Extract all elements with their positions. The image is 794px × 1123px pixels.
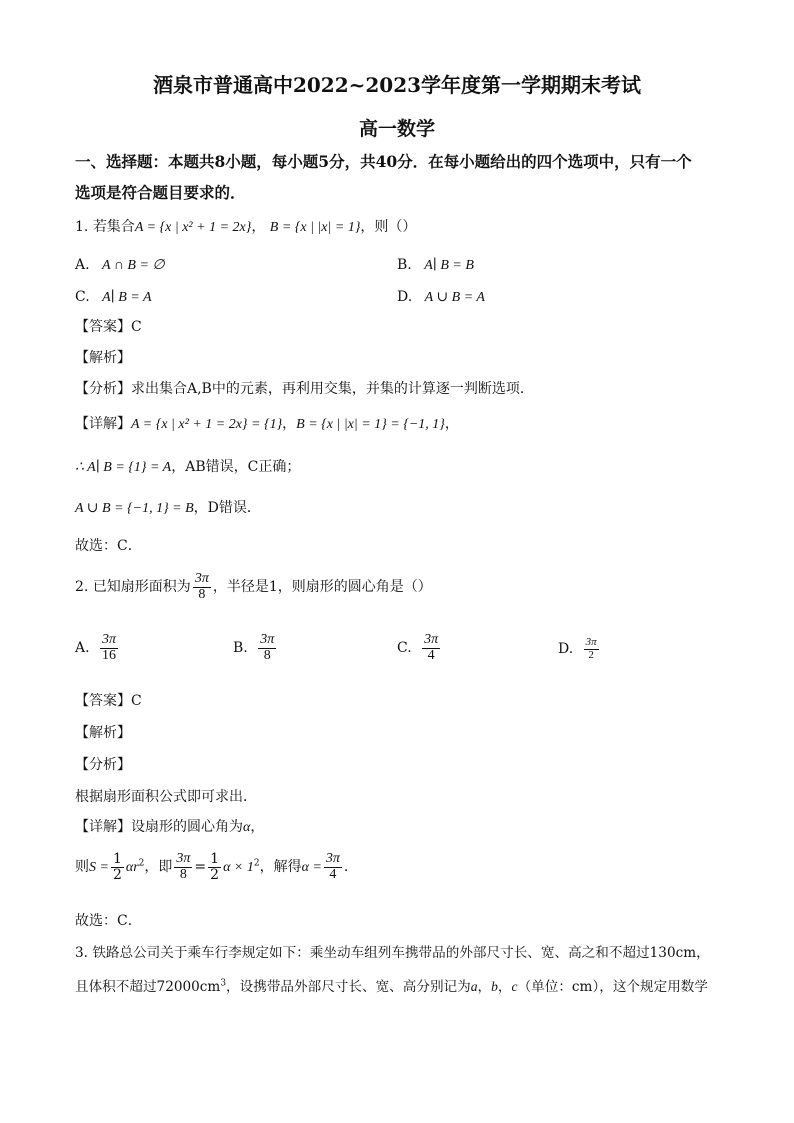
q1-answer-value: C [131, 319, 142, 335]
q2-analysis-tag: 【解析】 [75, 725, 131, 741]
q1-option-a-label: A. [75, 257, 90, 273]
q1-detail-line2 [75, 458, 300, 477]
q2-alpha-eq: α = [301, 860, 322, 876]
q2-equals: = [194, 859, 207, 876]
q1-option-d-label: D. [397, 289, 413, 305]
q2-ie: ，即 [144, 859, 173, 876]
q3-comma2: ， [497, 979, 512, 995]
q3-var-c: c [511, 979, 518, 994]
q2-option-b-den: 8 [263, 647, 271, 663]
q2-answer-value: C [131, 693, 142, 709]
q3-unit-text: （单位：cm），这个规定用数学 [517, 979, 708, 995]
q1-option-a [75, 256, 165, 275]
q2-area-numerator: 3π [194, 571, 209, 586]
q2-option-a-label: A. [75, 640, 90, 657]
q1-detail-set-b: B = {x | |x| = 1} = {−1, 1} [296, 417, 445, 432]
q2-one-exponent: 2 [253, 858, 260, 869]
q2-option-d-num: 3π [585, 636, 597, 648]
q2-eq-den: 8 [179, 866, 187, 882]
q1-detail-line3 [75, 499, 261, 518]
q2-detail-line1 [75, 818, 264, 837]
q2-option-d [558, 637, 601, 661]
section-heading-line1: 一、选择题：本题共8小题，每小题5分，共40分．在每小题给出的四个选项中，只有一个 [75, 152, 692, 171]
q2-option-a [75, 633, 120, 663]
q1-detail-set-a: A = {x | x² + 1 = 2x} = {1} [131, 417, 283, 432]
q1-analysis-tag: 【解析】 [75, 350, 131, 366]
q2-detail-tag: 【详解】 [75, 819, 131, 835]
q1-stem-end: ，则（） [360, 219, 417, 235]
q1-detail-tag: 【详解】 [75, 416, 131, 432]
q1-conclusion: 故选：C． [75, 538, 142, 554]
q2-half-fraction [111, 852, 124, 882]
q2-half-num: 1 [112, 851, 122, 867]
q1-option-c [75, 288, 152, 307]
q1-stem-comma: ， [251, 219, 266, 235]
q2-result-num: 3π [325, 851, 340, 866]
q2-option-b-num: 3π [260, 632, 275, 647]
q2-stem-end: ，半径是1，则扇形的圆心角是（） [212, 579, 432, 596]
q1-detail-union: A ∪ B = {−1, 1} = B [75, 501, 194, 516]
section-heading-line2: 选项是符合题目要求的． [75, 183, 246, 202]
q2-fenxi: 根据扇形面积公式即可求出． [75, 789, 257, 805]
exam-subtitle: 高一数学 [358, 118, 435, 140]
q3-line2 [75, 978, 708, 997]
q1-answer-tag: 【答案】 [75, 319, 131, 335]
q3-volume-exponent: 3 [220, 978, 227, 989]
q2-half2-den: 2 [210, 866, 220, 883]
q1-option-d [397, 288, 485, 307]
q2-option-b-label: B. [233, 640, 248, 657]
q2-then: 则 [75, 859, 89, 876]
q1-answer [75, 318, 142, 336]
q2-option-d-den: 2 [588, 648, 594, 661]
q2-half2-num: 1 [210, 851, 220, 867]
q1-fenxi-tag: 【分析】 [75, 381, 131, 397]
q1-stem-text: 若集合 [92, 219, 135, 235]
q2-stem-text: 已知扇形面积为 [92, 579, 191, 596]
q2-eq-num: 3π [176, 851, 191, 866]
q2-answer-tag: 【答案】 [75, 693, 131, 709]
q2-alpha-r: αr [125, 860, 139, 876]
q2-option-c-num: 3π [424, 632, 439, 647]
q2-alpha: α [243, 820, 251, 835]
q2-alpha-times-one: α × 1 [223, 860, 254, 876]
q3-line1 [75, 945, 710, 963]
q3-line1-text: 铁路总公司关于乘车行李规定如下：乘坐动车组列车携带品的外部尺寸长、宽、高之和不超过130cm， [92, 945, 710, 961]
q1-fenxi-text: 求出集合A,B中的元素，再利用交集，并集的计算逐一判断选项． [131, 381, 534, 397]
q2-option-c-den: 4 [427, 647, 435, 663]
q1-detail-line1 [75, 415, 459, 434]
q1-option-d-text: A ∪ B = A [424, 290, 485, 305]
q1-detail-comma1: ， [282, 416, 297, 432]
q2-option-a-fraction [100, 633, 118, 663]
q2-option-b-fraction [258, 633, 276, 663]
q1-detail-judgement1: ，AB错误，C正确； [171, 459, 301, 475]
q2-option-c-fraction [422, 633, 440, 663]
q1-option-b [397, 256, 474, 275]
q3-volume-text: 且体积不超过72000cm [75, 979, 221, 995]
q2-option-d-label: D. [558, 641, 574, 658]
q2-detail-line2 [75, 852, 348, 882]
q2-option-d-fraction [584, 637, 599, 661]
q2-fenxi-tag: 【分析】 [75, 757, 131, 773]
q1-number: 1. [75, 219, 89, 235]
q2-number: 2. [75, 579, 89, 596]
q2-option-c [397, 633, 442, 663]
q2-area-fraction [193, 572, 211, 602]
q1-option-a-text: A ∩ B = ∅ [102, 258, 165, 273]
q1-set-b: B = {x | |x| = 1} [269, 220, 361, 235]
q2-result-den: 4 [329, 866, 337, 882]
q2-result-fraction [324, 852, 342, 882]
q3-var-a: a [470, 979, 478, 994]
q2-option-a-num: 3π [102, 632, 117, 647]
q3-comma1: ， [477, 979, 492, 995]
q1-option-c-label: C. [75, 289, 90, 305]
q2-option-b [233, 633, 278, 663]
q3-dims-text: ，设携带品外部尺寸长、宽、高分别记为 [226, 979, 471, 995]
q2-half-den: 2 [112, 866, 122, 883]
q2-area-denominator: 8 [198, 586, 206, 602]
q2-answer [75, 692, 142, 710]
q2-s-eq: S = [89, 860, 109, 876]
q1-option-b-label: B. [397, 257, 412, 273]
q2-solve: ，解得 [259, 859, 302, 876]
q3-number: 3. [75, 945, 88, 961]
q2-conclusion: 故选：C． [75, 913, 142, 929]
q1-option-c-text: A∣ B = A [102, 290, 152, 305]
q1-detail-judgement2: ，D错误． [193, 500, 261, 516]
q1-set-a: A = {x | x² + 1 = 2x} [134, 220, 252, 235]
q2-period: . [343, 859, 349, 876]
q1-option-b-text: A∣ B = B [424, 258, 474, 273]
q1-fenxi [75, 380, 534, 398]
exam-title: 酒泉市普通高中2022~2023学年度第一学期期末考试 [152, 73, 642, 97]
q2-option-c-label: C. [397, 640, 412, 657]
q1-detail-intersection: ∴ A∣ B = {1} = A [75, 460, 172, 475]
q2-r-exponent: 2 [138, 858, 145, 869]
q2-half2-fraction [208, 852, 221, 882]
q2-option-a-den: 16 [102, 647, 117, 663]
q2-eq-fraction [174, 852, 192, 882]
q2-stem [75, 572, 432, 602]
q2-detail-comma: ， [250, 819, 265, 835]
q2-detail-text: 设扇形的圆心角为 [131, 819, 243, 835]
q1-stem [75, 218, 416, 237]
q1-detail-comma2: ， [444, 416, 459, 432]
q3-var-b: b [491, 979, 498, 994]
